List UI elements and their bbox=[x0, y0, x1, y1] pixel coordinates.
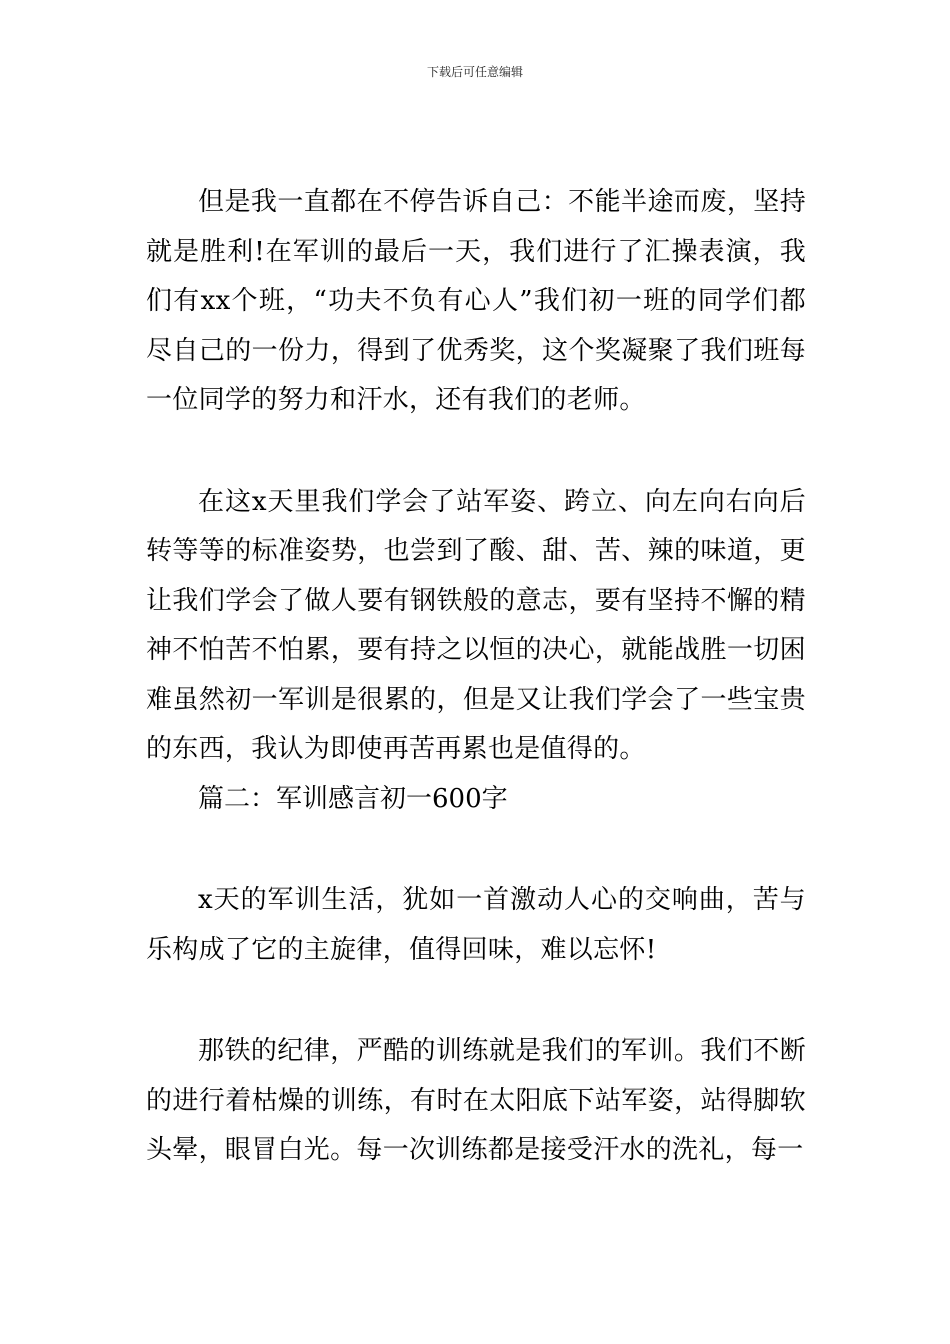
section-heading: 篇二：军训感言初一600字 bbox=[198, 783, 508, 814]
section-paragraph-2: 那铁的纪律，严酷的训练就是我们的军训。我们不断的进行着枯燥的训练，有时在太阳底下站军姿，站得脚软头晕，眼冒白光。每一次训练都是接受汗水的洗礼，每一 bbox=[146, 1036, 806, 1165]
paragraph-1: 但是我一直都在不停告诉自己：不能半途而废，坚持就是胜利!在军训的最后一天，我们进行了汇操表演，我们有xx个班，“功夫不负有心人”我们初一班的同学们都尽自己的一份力，得到了优秀奖，这个奖凝聚了我们班每一位同学的努力和汗水，还有我们的老师。 bbox=[146, 187, 806, 415]
page-header-note: 下载后可任意编辑 bbox=[426, 65, 523, 79]
document-body bbox=[146, 178, 806, 1176]
section-paragraph-1: x天的军训生活，犹如一首激动人心的交响曲，苦与乐构成了它的主旋律，值得回味，难以忘怀! bbox=[146, 885, 806, 965]
paragraph-2: 在这x天里我们学会了站军姿、跨立、向左向右向后转等等的标准姿势，也尝到了酸、甜、苦、辣的味道，更让我们学会了做人要有钢铁般的意志，要有坚持不懈的精神不怕苦不怕累，要有持之以恒的决心，就能战胜一切困难虽然初一军训是很累的，但是又让我们学会了一些宝贵的东西，我认为即使再苦再累也是值得的。 bbox=[146, 486, 806, 764]
